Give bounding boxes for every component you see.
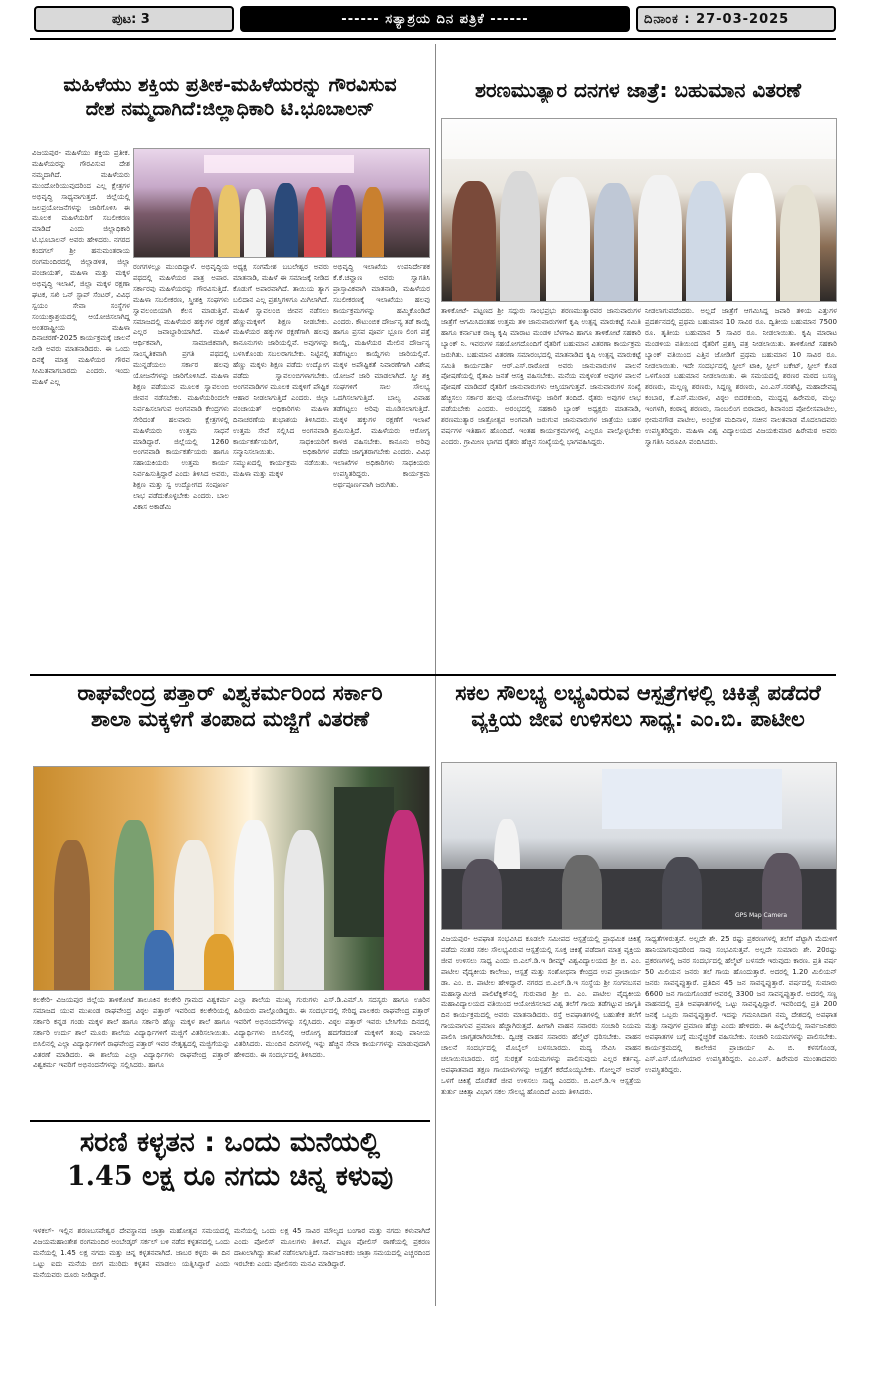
- article5-column-2: ಸಾಧ್ಯತೆಗಳಿರುತ್ತವೆ. ಅಲ್ಲದೇ ಶೇ. 25 ರಷ್ಟು ಪ್ರಕರಣಗಳಲ್ಲಿ ತಲೆಗೆ ಪೆಟ್ಟಾಗಿ ಮೆದುಳಿಗೆ ಹಾನಿಯಾಗುವುದರಿಂದ ಸಾವು ಸಂಭವಿಸುತ್ತವೆ. ಅಲ್ಲದೇ ಸುಮಾರು ಶೇ. 20ರಷ್ಟು ಪ್ರಕರಣಗಳಲ್ಲಿ ಜನರ ಸಂದರ್ಭದಲ್ಲಿ ಹೆಲ್ಮೆಟ್ ಬಳಸದೇ ಇರುವುದು ಕಾರಣ. ಪ್ರತಿ ವರ್ಷ 50 ಮಿಲಿಯನ ಜನರು ತಲೆ ಗಾಯ ಹೊಂದುತ್ತಾರೆ. ಅದರಲ್ಲಿ 1.20 ಮಿಲಿಯನ್ ಜನರು ಸಾವನ್ನಪ್ಪುತ್ತಾರೆ. ಪ್ರತಿದಿನ 45 ಜನ ಸಾವನ್ನಪ್ಪುತ್ತಾರೆ. ವರ್ಷದಲ್ಲಿ ಸುಮಾರು 6600 ಜನ ಗಾಯಗೊಂಡರೆ ಅವರಲ್ಲಿ 3300 ಜನ ಸಾವನ್ನಪ್ಪುತ್ತಾರೆ. ಅದರಲ್ಲಿ ಸಣ್ಣ ವಾಹನದಲ್ಲಿ ಪ್ರತಿ ಅಪಘಾತಗಳಲ್ಲಿ ಒಟ್ಟು ಸಾವನ್ನಪ್ಪಿದ್ದಾರೆ. ಇವರಿಂದಲ್ಲಿ ಪ್ರತಿ 200 ಜನಕ್ಕೆ ಒಬ್ಬರು ಸಾವನ್ನಪ್ಪುತ್ತಾರೆ. ಇದನ್ನು ಗಮನಿಸಿದಾಗ ನಮ್ಮ ದೇಶದಲ್ಲಿ ಅಪಘಾತ ಮತ್ತು ಸಾವುಗಳ ಪ್ರಮಾಣ ಹೆಚ್ಚು ಎಂದು ಹೇಳಿದರು. ಈ ಹಿನ್ನೆಲೆಯಲ್ಲಿ ಸಾರ್ವಜನಿಕರು ಅಪಘಾತಗಳ ಬಗ್ಗೆ ಮುನ್ನೆಚ್ಚರಿಕೆ ವಹಿಸಬೇಕು. ಸಂಚಾರಿ ನಿಯಮಗಳನ್ನು ಪಾಲಿಸಬೇಕು. ಕಾರ್ಯಕ್ರಮದಲ್ಲಿ ಕಾಲೇಜಿನ ಪ್ರಾಚಾರ್ಯ ಪಿ. ಬಿ. ಕಳಸಗೊಂಡ, ಎಸ್.ಎಸ್.ಯೋಗಿಯಾರ ಉಪಸ್ಥಿತರಿದ್ದರು. ಎಂ.ಎಸ್. ಹಿರೇಮಠ ಮುಂತಾದವರು ಉಪಸ್ಥಿತರಿದ್ದರು.: [645, 934, 837, 1074]
- issue-date: ದಿನಾಂಕ : 27-03-2025: [636, 6, 836, 32]
- article2-photo: [441, 118, 837, 302]
- page-number: ಪುಟ: 3: [34, 6, 234, 32]
- article3-headline-line2: ಶಾಲಾ ಮಕ್ಕಳಿಗೆ ತಂಪಾದ ಮಜ್ಜಿಗೆ ವಿತರಣೆ: [91, 707, 369, 732]
- section-rule: [30, 674, 836, 676]
- article3-headline: [30, 680, 430, 733]
- newspaper-name: ------ ಸತ್ಯಾಶ್ರಯ ದಿನ ಪತ್ರಿಕೆ ------: [240, 6, 630, 32]
- article3-headline-line1: ರಾಘವೇಂದ್ರ ಪತ್ತಾರ್ ವಿಶ್ವಕರ್ಮರಿಂದ ಸರ್ಕಾರಿ: [77, 681, 383, 705]
- article4-headline: [30, 1126, 430, 1194]
- article1-column-2: ರಂಗಗಳಲ್ಲೂ ಮುಂದಿದ್ದಾಳೆ. ಅಭಿವೃದ್ಧಿಯ ಪಥದಲ್ಲಿ ಮಹಿಳೆಯರ ಪಾತ್ರ ಅಪಾರ. ಸರ್ಕಾರವು ಮಹಿಳೆಯರನ್ನು ಗೌರವಿಸುತ್ತಿದೆ. ಮಹಿಳಾ ಸಬಲೀಕರಣ, ಸ್ತ್ರೀಶಕ್ತಿ ಸಂಘಗಳು ಸ್ವಾವಲಂಬಿಯಾಗಿ ಕೆಲಸ ಮಾಡುತ್ತಿವೆ. ಸಮಾಜದಲ್ಲಿ ಮಹಿಳೆಯರ ಹಕ್ಕುಗಳ ರಕ್ಷಣೆ ಎಲ್ಲರ ಜವಾಬ್ದಾರಿಯಾಗಿದೆ. ಮಹಿಳೆ ಆರ್ಥಿಕವಾಗಿ, ಸಾಮಾಜಿಕವಾಗಿ, ಸಾಂಸ್ಕೃತಿಕವಾಗಿ ಪ್ರಗತಿ ಪಥದಲ್ಲಿ ಮುನ್ನಡೆಯಲು ಸರ್ಕಾರ ಹಲವು ಯೋಜನೆಗಳನ್ನು ಜಾರಿಗೊಳಿಸಿದೆ. ಮಹಿಳಾ ಶಿಕ್ಷಣ ಪಡೆಯುವ ಮೂಲಕ ಸ್ವಾವಲಂಬಿ ಜೀವನ ನಡೆಸಬೇಕು. ಮಹಿಳೆಯರಿಂದಲೇ ನಿರ್ವಹಿಸಲಾಗುವ ಅಂಗನವಾಡಿ ಕೇಂದ್ರಗಳು ಸೇರಿದಂತೆ ಹಲವಾರು ಕ್ಷೇತ್ರಗಳಲ್ಲಿ ಮಹಿಳೆಯರು ಉತ್ತಮ ಸಾಧನೆ ಮಾಡಿದ್ದಾರೆ. ಜಿಲ್ಲೆಯಲ್ಲಿ 1260 ಅಂಗನವಾಡಿ ಕಾರ್ಯಕರ್ತೆಯರು ಹಾಗೂ ಸಹಾಯಕಿಯರು ಉತ್ತಮ ಕಾರ್ಯ ನಿರ್ವಹಿಸುತ್ತಿದ್ದಾರೆ ಎಂದು ತಿಳಿಸಿದ ಅವರು, ಶಿಕ್ಷಣ ಮತ್ತು ಸ್ವ ಉದ್ಯೋಗದ ಸಂಪೂರ್ಣ ಲಾಭ ಪಡೆದುಕೊಳ್ಳಬೇಕು ಎಂದರು. ಬಾಲ ವಿಕಾಸ ಅಕಾಡೆಮಿ: [133, 262, 229, 511]
- article4-column-2: ಮನೆಯಲ್ಲಿ ಒಂದು ಲಕ್ಷ 45 ಸಾವಿರ ಮೌಲ್ಯದ ಬಂಗಾರ ಮತ್ತು ನಗದು ಕಳುವಾಗಿದೆ ಎಂದು ಪೋಲಿಸ್ ಮೂಲಗಳು ತಿಳಿಸಿವೆ. ಪಟ್ಟಣ ಪೋಲಿಸ್ ಠಾಣೆಯಲ್ಲಿ ಪ್ರಕರಣ ದಾಖಲಾಗಿದ್ದು ತನಿಖೆ ನಡೆಸಲಾಗುತ್ತಿದೆ. ಸಾರ್ವಜನಿಕರು ಜಾತ್ರಾ ಸಮಯದಲ್ಲಿ ಎಚ್ಚರದಿಂದ ಇರಬೇಕು ಎಂದು ಪೋಲಿಸರು ಮನವಿ ಮಾಡಿದ್ದಾರೆ.: [234, 1226, 430, 1268]
- article1-headline-line1: ಮಹಿಳೆಯು ಶಕ್ತಿಯ ಪ್ರತೀಕ-ಮಹಿಳೆಯರನ್ನು ಗೌರವಿಸುವ: [63, 74, 397, 96]
- article3-column-1: ಕಲಕೇರಿ- ವಿಜಯಪುರ ಜಿಲ್ಲೆಯ ತಾಳಿಕೋಟೆ ತಾಲೂಕಿನ ಕಲಕೇರಿ ಗ್ರಾಮದ ವಿಶ್ವಕರ್ಮ ಸಮಾಜದ ಯುವ ಮುಖಂಡ ರಾಘವೇಂದ್ರ ವಿಠ್ಠಲ ಪತ್ತಾರ್ ಇವರಿಂದ ಕಲಕೇರಿಯಲ್ಲಿ ಸರ್ಕಾರಿ ಕನ್ನಡ ಗಂಡು ಮಕ್ಕಳ ಶಾಲೆ ಹಾಗೂ ಸರ್ಕಾರಿ ಹೆಣ್ಣು ಮಕ್ಕಳ ಶಾಲೆ ಹಾಗೂ ಸರ್ಕಾರಿ ಉರ್ದು ಶಾಲೆ ಮೂರು ಶಾಲೆಯ ವಿದ್ಯಾರ್ಥಿಗಳಿಗೆ ಮಜ್ಜಿಗೆ ವಿತರಿಸಲಾಯಿತು. ಬಿಸಿಲಿನಲ್ಲಿ ಎಲ್ಲಾ ವಿದ್ಯಾರ್ಥಿಗಳಿಗೆ ರಾಘವೇಂದ್ರ ಪತ್ತಾರ್ ಇವರ ನೇತೃತ್ವದಲ್ಲಿ ಮಜ್ಜಿಗೆಯನ್ನು ವಿತರಣೆ ಮಾಡಿದರು. ಈ ಶಾಲೆಯ ಎಲ್ಲಾ ವಿದ್ಯಾರ್ಥಿಗಳು ರಾಘವೇಂದ್ರ ಪತ್ತಾರ್ ವಿಶ್ವಕರ್ಮ ಇವರಿಗೆ ಅಭಿನಂದನೆಗಳನ್ನು ಸಲ್ಲಿಸಿದರು. ಹಾಗೂ: [33, 995, 230, 1070]
- article5-headline-line2: ವ್ಯಕ್ತಿಯ ಜೀವ ಉಳಿಸಲು ಸಾಧ್ಯ: ಎಂ.ಬಿ. ಪಾಟೀಲ: [471, 707, 805, 732]
- article2-column-2: ನೀಡಲಾಗುವದೆಂದರು. ಅಲ್ಲದೆ ಜಾತ್ರೆಗೆ ಆಗಮಿಸಿದ್ದ ಜವಾರಿ ತಳಿಯ ಎತ್ತುಗಳ ಪ್ರದರ್ಶನದಲ್ಲಿ ಪ್ರಥಮ ಬಹುಮಾನ 10 ಸಾವಿರ ರೂ. ದ್ವಿತೀಯ ಬಹುಮಾನ 7500 ರೂ. ತೃತೀಯ ಬಹುಮಾನ 5 ಸಾವಿರ ರೂ. ನೀಡಲಾಯಿತು. ಕೃಷಿ ಮಾರಾಟ ಮಂಡಳಿಯ ವತಿಯಿಂದ ರೈತರಿಗೆ ಪ್ರಶಸ್ತಿ ಪತ್ರ ನೀಡಲಾಯಿತು. ತಾಳಿಕೋಟೆ ಸಹಕಾರಿ ಬ್ಯಾಂಕ್ ವತಿಯಿಂದ ಎತ್ತಿನ ಜೋಡಿಗೆ ಪ್ರಥಮ ಬಹುಮಾನ 10 ಸಾವಿರ ರೂ. ನೀಡಲಾಯಿತು. ಇದೇ ಸಂದರ್ಭದಲ್ಲಿ ಸ್ಟೀಲ್ ಟಾಕಿ, ಸ್ಟೀಲ್ ಬಕೇಟ್, ಸ್ಟೀಲ್ ಕೊಡ ಒಳಗೊಂಡ ಬಹುಮಾನ ನೀಡಲಾಯಿತು. ಈ ಸಮಯದಲ್ಲಿ ಶರಣರ ಮಠದ ಬಸಣ್ಣ ಶರಣರು, ಮಲ್ಲಣ್ಣ ಶರಣರು, ಸಿದ್ದಣ್ಣ ಶರಣರು, ಎಂ.ಎಸ್.ಸರಶೆಟ್ಟಿ, ಮಹಾದೇವಪ್ಪ ಕಂಬಾರ, ಕೆ.ಎಸ್.ಮುರಾಳ, ವಿಠ್ಠಲ ಬಿದರಕುಂದಿ, ಮುದ್ದಪ್ಪ ಹಿರೇಮಠ, ಮಲ್ಲು ಇಂಗಳಗಿ, ಕಂಠಾನ್ನ ಶರಣರು, ಸಾಂಬಲಿಂಗ ಬಿರಾದಾರ, ಶಿವಾನಂದ ಪೋಲೀಸಪಾಟೀಲ, ಭೀಮನಗೌಡ ಪಾಟೀಲ, ಅಂಬ್ರೇಶ ಮದಿನಾಳ, ಸಚೀನ ನಾಲತವಾಡ ಮೊದಲಾದವರು ಉಪಸ್ಥಿತರಿದ್ದರು. ಮಹಿಳಾ ವಿಶ್ವ ವಿದ್ಯಾಲಯದ ವಿಜಯಕುಮಾರ ಹಿರೇಮಠ ಅವರು ಸ್ವಾಗತಿಸಿ ನಿರೂಪಿಸಿ ವಂದಿಸಿದರು.: [645, 306, 837, 446]
- article2-headline: ಶರಣಮುತ್ಯಾರ ದನಗಳ ಜಾತ್ರೆ: ಬಹುಮಾನ ವಿತರಣೆ: [474, 78, 801, 102]
- section-rule-2: [30, 1120, 430, 1122]
- article1-column-1: ವಿಜಯಪುರ- ಮಹಿಳೆಯು ಶಕ್ತಿಯ ಪ್ರತೀಕ. ಮಹಿಳೆಯರನ್ನು ಗೌರವಿಸುವ ದೇಶ ನಮ್ಮದಾಗಿದೆ. ಮಹಿಳೆಯರು ಮುಂದೋರಿಯುವುದರಿಂದ ಎಲ್ಲ ಕ್ಷೇತ್ರಗಳ ಅಭಿವೃದ್ಧಿ ಸಾಧ್ಯವಾಗುತ್ತದೆ. ಜಿಲ್ಲೆಯಲ್ಲಿ ಜಲಪ್ರಯೋಜನೆಗಳನ್ನು ಜಾರಿಗೊಳಿಸಿ ಈ ಮೂಲಕ ಮಹಿಳೆಯರಿಗೆ ಸಬಲೀಕರಣ ಮಾಡಿದೆ ಎಂದು ಜಿಲ್ಲಾಧಿಕಾರಿ ಟಿ.ಭೂಬಾಲನ್ ಅವರು ಹೇಳಿದರು. ನಗರದ ಕಂದಗಲ್ ಶ್ರೀ ಹನುಮಂತರಾಯ ರಂಗಮಂದಿರದಲ್ಲಿ ಜಿಲ್ಲಾಡಳಿತ, ಜಿಲ್ಲಾ ಪಂಚಾಯತ್, ಮಹಿಳಾ ಮತ್ತು ಮಕ್ಕಳ ಅಭಿವೃದ್ಧಿ ಇಲಾಖೆ, ಜಿಲ್ಲಾ ಮಕ್ಕಳ ರಕ್ಷಣಾ ಘಟಕ, ಸಖಿ ಒನ್ ಸ್ಟಾಪ್ ಸೆಂಟರ್, ವಿವಿಧ ಸ್ವಯಂ ಸೇವಾ ಸಂಸ್ಥೆಗಳ ಸಂಯುಕ್ತಾಶ್ರಯದಲ್ಲಿ ಆಯೋಜಿಸಲಾಗಿದ್ದ ಅಂತರಾಷ್ಟ್ರೀಯ ಮಹಿಳಾ ದಿನಾಚರಣೆ-2025 ಕಾರ್ಯಕ್ರಮಕ್ಕೆ ಚಾಲನೆ ನೀಡಿ ಅವರು ಮಾತನಾಡಿದರು. ಈ ಒಂದು ದಿನಕ್ಕೆ ಮಾತ್ರ ಮಹಿಳೆಯರ ಗೌರವ ಸೀಮಿತವಾಗಬಾರದು ಎಂದರು. ಇಂದು ಮಹಿಳೆ ಎಲ್ಲ: [32, 148, 130, 387]
- article5-photo: [441, 762, 837, 930]
- article4-headline-line1: ಸರಣಿ ಕಳ್ಳತನ : ಒಂದು ಮನೆಯಲ್ಲಿ: [79, 1127, 381, 1158]
- article1-headline: [30, 74, 430, 122]
- article1-column-3: ಅಧ್ಯಕ್ಷ ಸಂಗಮೇಶ ಬಬಲೇಶ್ವರ ಅವರು ಮಾತನಾಡಿ, ಮಹಿಳೆ ಈ ಸಮಾಜಕ್ಕೆ ನೀಡಿದ ಕೊಡುಗೆ ಅಪಾರವಾಗಿದೆ. ತಾಯಿಯ ತ್ಯಾಗ ಬಲಿದಾನ ಎಲ್ಲ ಪ್ರಶಸ್ತಿಗಳಿಗೂ ಮಿಗಿಲಾಗಿದೆ. ಮಹಿಳೆ ಸ್ವಾವಲಂಬಿ ಜೀವನ ನಡೆಸಲು ಹೆಣ್ಣುಮಕ್ಕಳಿಗೆ ಶಿಕ್ಷಣ ನೀಡಬೇಕು. ಮಹಿಳೆಯರ ಹಕ್ಕುಗಳ ರಕ್ಷಣೆಗಾಗಿ ಹಲವು ಕಾನೂನುಗಳು ಜಾರಿಯಲ್ಲಿವೆ. ಅವುಗಳನ್ನು ಬಳಸಿಕೊಂಡು ಸಬಲರಾಗಬೇಕು. ನಿಟ್ಟಿನಲ್ಲಿ ಹೆಣ್ಣು ಮಕ್ಕಳು ಶಿಕ್ಷಣ ಪಡೆದು ಉದ್ಯೋಗ ಪಡೆದು ಸ್ವಾವಲಂಬಿಗಳಾಗಬೇಕು. ಅಂಗನವಾಡಿಗಳ ಮೂಲಕ ಮಕ್ಕಳಿಗೆ ಪೌಷ್ಟಿಕ ಆಹಾರ ನೀಡಲಾಗುತ್ತಿದೆ ಎಂದರು. ಜಿಲ್ಲಾ ಪಂಚಾಯತ್ ಅಧಿಕಾರಿಗಳು ಮಹಿಳಾ ದಿನಾಚರಣೆಯ ಶುಭಾಶಯ ತಿಳಿಸಿದರು. ಉತ್ತಮ ಸೇವೆ ಸಲ್ಲಿಸಿದ ಅಂಗನವಾಡಿ ಕಾರ್ಯಕರ್ತೆಯರಿಗೆ, ಸಾಧಕಿಯರಿಗೆ ಸನ್ಮಾನಿಸಲಾಯಿತು. ಅಧಿಕಾರಿಗಳ ಸಮ್ಮುಖದಲ್ಲಿ ಕಾರ್ಯಕ್ರಮ ನಡೆಯಿತು. ಮಹಿಳಾ ಮತ್ತು ಮಕ್ಕಳ: [233, 262, 329, 479]
- article2-column-1: ತಾಳಿಕೋಟೆ- ಪಟ್ಟಣದ ಶ್ರೀ ಸದ್ಗುರು ಸಾಂಭಪ್ರಭು ಶರಣಮುತ್ಯಾರವರ ಜಾನುವಾರುಗಳ ಜಾತ್ರೆಗೆ ಆಗಮಿಸಿದಂತಹ ಉತ್ತಮ ತಳಿ ಜಾನುವಾರುಗಳಿಗೆ ಕೃಷಿ ಉತ್ಪನ್ನ ಮಾರುಕಟ್ಟೆ ಸಮಿತಿ ಹಾಗೂ ಕರ್ನಾಟಕ ರಾಜ್ಯ ಕೃಷಿ ಮಾರಾಟ ಮಂಡಳಿ ಬೆಳಗಾವಿ ಹಾಗೂ ತಾಳಿಕೋಟೆ ಸಹಕಾರಿ ಬ್ಯಾಂಕ್ ನಿ. ಇವರುಗಳ ಸಹಯೋಗದೊಂದಿಗೆ ರೈತರಿಗೆ ಬಹುಮಾನ ವಿತರಣಾ ಕಾರ್ಯಕ್ರಮ ಜರುಗಿತು. ಬಹುಮಾನ ವಿತರಣಾ ಸಮಾರಂಭದಲ್ಲಿ ಮಾತನಾಡಿದ ಕೃಷಿ ಉತ್ಪನ್ನ ಮಾರುಕಟ್ಟೆ ಸಮಿತಿ ಕಾರ್ಯದರ್ಶಿ ಆರ್.ಎಸ್.ರಾಠೋಡ ಅವರು ಜಾನುವಾರುಗಳ ಪಾಲನೆ ಪೋಷಣೆಯಲ್ಲಿ ರೈತಾಪಿ ಜನತೆ ಆಸಕ್ತಿ ವಹಿಸಬೇಕು. ಮನೆಯ ಮಕ್ಕಳಂತೆ ಅವುಗಳ ಪಾಲನೆ ಪೋಷಣೆ ಮಾಡಿದರೆ ರೈತರಿಗೆ ಜಾನುವಾರುಗಳು ಆಸ್ತಿಯಾಗುತ್ತವೆ. ಜಾನುವಾರುಗಳ ಸಂಖ್ಯೆ ಹೆಚ್ಚಿಸಲು ಸರ್ಕಾರ ಹಲವು ಯೋಜನೆಗಳನ್ನು ಜಾರಿಗೆ ತಂದಿದೆ. ರೈತರು ಅವುಗಳ ಲಾಭ ಪಡೆಯಬೇಕು ಎಂದರು. ಅರಂಭದಲ್ಲಿ ಸಹಕಾರಿ ಬ್ಯಾಂಕ್ ಅಧ್ಯಕ್ಷರು ಮಾತನಾಡಿ, ಶರಣಮುತ್ಯಾರ ಜಾತ್ರೋತ್ಸವ ಅಂಗವಾಗಿ ಜರುಗುವ ಜಾನುವಾರುಗಳ ಜಾತ್ರೆಯು ಬಹಳ ವರ್ಷಗಳ ಇತಿಹಾಸ ಹೊಂದಿದೆ. ಇಂತಹ ಕಾರ್ಯಕ್ರಮಗಳಲ್ಲಿ ಎಲ್ಲರೂ ಪಾಲ್ಗೊಳ್ಳಬೇಕು ಎಂದರು. ಗ್ರಾಮೀಣ ಭಾಗದ ರೈತರು ಹೆಚ್ಚಿನ ಸಂಖ್ಯೆಯಲ್ಲಿ ಭಾಗವಹಿಸಿದ್ದರು.: [441, 306, 641, 446]
- article5-column-1: ವಿಜಯಪುರ- ಅಪಘಾತ ಸಂಭವಿಸಿದ ಕೂಡಲೇ ಸಮೀಪದ ಆಸ್ಪತ್ರೆಯಲ್ಲಿ ಪ್ರಾಥಮಿಕ ಚಿಕಿತ್ಸೆ ಪಡೆದು ನಂತರ ಸಕಲ ಸೌಲಭ್ಯವಿರುವ ಆಸ್ಪತ್ರೆಯಲ್ಲಿ ಸೂಕ್ತ ಚಿಕಿತ್ಸೆ ಪಡೆದಾಗ ಮಾತ್ರ ವ್ಯಕ್ತಿಯ ಜೀವ ಉಳಿಸಲು ಸಾಧ್ಯ ಎಂದು ಬಿ.ಎಲ್.ಡಿ.ಇ ಡೀಮ್ಡ್ ವಿಶ್ವವಿದ್ಯಾಲಯದ ಶ್ರೀ ಬಿ. ಎಂ. ಪಾಟೀಲ ವೈದ್ಯಕೀಯ ಕಾಲೇಜು, ಆಸ್ಪತ್ರೆ ಮತ್ತು ಸಂಶೋಧನಾ ಕೇಂದ್ರದ ಉಪ ಪ್ರಾಚಾರ್ಯ ಡಾ. ಎಂ. ಬಿ. ಪಾಟೀಲ ಹೇಳಿದ್ದಾರೆ. ನಗರದ ಬಿ.ಎಲ್.ಡಿ.ಇ ಸಂಸ್ಥೆಯ ಶ್ರೀ ಸಂಗನಬಸವ ಮಹಾಸ್ವಾಮೀಜಿ ಪಾಲಿಟೆಕ್ನಿಕ್‌ನಲ್ಲಿ ಗುರುವಾರ ಶ್ರೀ ಬಿ. ಎಂ. ಪಾಟೀಲ ವೈದ್ಯಕೀಯ ಮಹಾವಿದ್ಯಾಲಯದ ವತಿಯಿಂದ ಆಯೋಜಿಸಲಾದ ವಿಶ್ವ ತಲೆಗೆ ಗಾಯ ತಡೆಗಟ್ಟುವ ಜಾಗೃತಿ ದಿನ ಕಾರ್ಯಕ್ರಮದಲ್ಲಿ ಅವರು ಮಾತನಾಡಿದರು. ರಸ್ತೆ ಅಪಘಾತಗಳಲ್ಲಿ ಬಹುತೇಕ ತಲೆಗೆ ಗಾಯವಾಗುವ ಪ್ರಮಾಣ ಹೆಚ್ಚಾಗಿರುತ್ತದೆ. ಹೀಗಾಗಿ ವಾಹನ ಸವಾರರು ಸಂಚಾರಿ ನಿಯಮ ಪಾಲಿಸಿ ಜಾಗೃತರಾಗಿರಬೇಕು. ದ್ವಿಚಕ್ರ ವಾಹನ ಸವಾರರು ಹೆಲ್ಮೆಟ್ ಧರಿಸಬೇಕು. ವಾಹನ ಚಾಲನೆ ಸಂದರ್ಭದಲ್ಲಿ ಮೊಬೈಲ್ ಬಳಸಬಾರದು. ಮದ್ಯ ಸೇವಿಸಿ ವಾಹನ ಚಲಾಯಿಸಬಾರದು. ರಸ್ತೆ ಸುರಕ್ಷತೆ ನಿಯಮಗಳನ್ನು ಪಾಲಿಸುವುದು ಎಲ್ಲರ ಕರ್ತವ್ಯ. ಅಪಘಾತವಾದ ತಕ್ಷಣ ಗಾಯಾಳುಗಳನ್ನು ಆಸ್ಪತ್ರೆಗೆ ಕರೆದೊಯ್ಯಬೇಕು. ಗೋಲ್ಡನ್ ಅವರ್ ಒಳಗೆ ಚಿಕಿತ್ಸೆ ದೊರೆತರೆ ಜೀವ ಉಳಿಸಲು ಸಾಧ್ಯ ಎಂದರು. ಬಿ.ಎಲ್.ಡಿ.ಇ ಆಸ್ಪತ್ರೆಯ ತುರ್ತು ಚಿಕಿತ್ಸಾ ವಿಭಾಗ ಸಕಲ ಸೌಲಭ್ಯ ಹೊಂದಿದೆ ಎಂದು ತಿಳಿಸಿದರು.: [441, 934, 641, 1096]
- article3-photo: [33, 766, 430, 991]
- gps-camera-watermark: GPS Map Camera: [735, 912, 788, 919]
- header-rule: [30, 38, 836, 40]
- article5-headline: [440, 680, 836, 733]
- article1-headline-line2: ದೇಶ ನಮ್ಮದಾಗಿದೆ:ಜಿಲ್ಲಾಧಿಕಾರಿ ಟಿ.ಭೂಬಾಲನ್: [85, 97, 375, 120]
- article5-headline-line1: ಸಕಲ ಸೌಲಭ್ಯ ಲಭ್ಯವಿರುವ ಆಸ್ಪತ್ರೆಗಳಲ್ಲಿ ಚಿಕಿತ್ಸೆ ಪಡೆದರೆ: [455, 681, 821, 705]
- article1-photo: [133, 148, 430, 258]
- article3-column-2: ಎಲ್ಲಾ ಶಾಲೆಯ ಮುಖ್ಯ ಗುರುಗಳು ಎಸ್.ಡಿ.ಎಮ್.ಸಿ ಸದಸ್ಯರು ಹಾಗೂ ಊರಿನ ಹಿರಿಯರು ಪಾಲ್ಗೊಂಡಿದ್ದರು. ಈ ಸಂದರ್ಭದಲ್ಲಿ ಸೇರಿದ್ದ ಪಾಲಕರು ರಾಘವೇಂದ್ರ ಪತ್ತಾರ್ ಇವರಿಗೆ ಅಭಿನಂದನೆಗಳನ್ನು ಸಲ್ಲಿಸಿದರು. ವಿಠ್ಠಲ ಪತ್ತಾರ್ ಇವರು ಬೇಸಿಗೆಯ ದಿನದಲ್ಲಿ ವಿದ್ಯಾರ್ಥಿಗಳು ಬಿಸಿಲಿನಲ್ಲಿ ಆರೋಗ್ಯ ಹದಗೆಡದಂತೆ ಮಕ್ಕಳಿಗೆ ತಂಪು ಪಾನೀಯ ವಿತರಿಸಿದರು. ಮುಂದಿನ ದಿನಗಳಲ್ಲಿ ಇನ್ನು ಹೆಚ್ಚಿನ ಸೇವಾ ಕಾರ್ಯಗಳನ್ನು ಮಾಡುವುದಾಗಿ ಹೇಳಿದರು. ಈ ಸಂದರ್ಭದಲ್ಲಿ ತಿಳಿಸಿದರು.: [234, 995, 430, 1059]
- article4-column-1: ಇಳಕಲ್- ಇಲ್ಲಿನ ಶರಣಬಸವೇಶ್ವರ ದೇವಸ್ಥಾನದ ಜಾತ್ರಾ ಮಹೋತ್ಸವ ಸಮಯದಲ್ಲಿ ವಿಜಯಮಹಾಂತೇಶ ರಂಗಮಂದಿರ ಅಂಬೇಡ್ಕರ್ ಸರ್ಕಲ್ ಬಳಿ ನಡೆದ ಕಳ್ಳತನದಲ್ಲಿ ಒಂದು ಮನೆಯಲ್ಲಿ 1.45 ಲಕ್ಷ ನಗದು ಮತ್ತು ಚಿನ್ನ ಕಳ್ಳತನವಾಗಿದೆ. ಜಾಬರ ಕಳ್ಳರು ಈ ದಿನ ಒಟ್ಟು ಐದು ಮನೆಯ ಬೀಗ ಮುರಿದು ಕಳ್ಳತನ ಮಾಡಲು ಯತ್ನಿಸಿದ್ದಾರೆ ಎಂದು ಮನೆಯವರು ದೂರು ನೀಡಿದ್ದಾರೆ.: [33, 1226, 230, 1279]
- article4-headline-line2: 1.45 ಲಕ್ಷ ರೂ ನಗದು ಚಿನ್ನ ಕಳುವು: [66, 1160, 394, 1192]
- article1-column-4: ಅಭಿವೃದ್ಧಿ ಇಲಾಖೆಯ ಉಪನಿರ್ದೇಶಕ ಕೆ.ಕೆ.ಚವ್ಹಾಣ ಅವರು ಸ್ವಾಗತಿಸಿ ಪ್ರಾಸ್ತಾವಿಕವಾಗಿ ಮಾತನಾಡಿ, ಮಹಿಳೆಯರ ಸಬಲೀಕರಣಕ್ಕೆ ಇಲಾಖೆಯು ಹಲವು ಕಾರ್ಯಕ್ರಮಗಳನ್ನು ಹಮ್ಮಿಕೊಂಡಿದೆ ಎಂದರು. ಕೌಟುಂಬಿಕ ದೌರ್ಜನ್ಯ ತಡೆ ಕಾಯ್ದೆ ಹಾಗೂ ಪ್ರಸವ ಪೂರ್ವ ಭ್ರೂಣ ಲಿಂಗ ಪತ್ತೆ ಕಾಯ್ದೆ, ಮಹಿಳೆಯರ ಮೇಲಿನ ದೌರ್ಜನ್ಯ ತಡೆಗಟ್ಟಲು ಕಾಯ್ದೆಗಳು ಜಾರಿಯಲ್ಲಿವೆ. ಮಕ್ಕಳ ಅಪೌಷ್ಟಿಕತೆ ನಿವಾರಣೆಗಾಗಿ ವಿಶೇಷ ಯೋಜನೆ ಜಾರಿ ಮಾಡಲಾಗಿದೆ. ಸ್ತ್ರೀ ಶಕ್ತಿ ಸಂಘಗಳಿಗೆ ಸಾಲ ಸೌಲಭ್ಯ ಒದಗಿಸಲಾಗುತ್ತಿದೆ. ಬಾಲ್ಯ ವಿವಾಹ ತಡೆಗಟ್ಟಲು ಅರಿವು ಮೂಡಿಸಲಾಗುತ್ತಿದೆ. ಮಕ್ಕಳ ಹಕ್ಕುಗಳ ರಕ್ಷಣೆಗೆ ಇಲಾಖೆ ಶ್ರಮಿಸುತ್ತಿದೆ. ಮಹಿಳೆಯರು ಆರೋಗ್ಯ ಕಾಳಜಿ ವಹಿಸಬೇಕು. ಕಾನೂನು ಅರಿವು ಪಡೆದು ಜಾಗೃತರಾಗಬೇಕು ಎಂದರು. ವಿವಿಧ ಇಲಾಖೆಗಳ ಅಧಿಕಾರಿಗಳು ಸಾಧಕಿಯರು ಉಪಸ್ಥಿತರಿದ್ದರು. ಕಾರ್ಯಕ್ರಮ ಅರ್ಥಪೂರ್ಣವಾಗಿ ಜರುಗಿತು.: [333, 262, 430, 490]
